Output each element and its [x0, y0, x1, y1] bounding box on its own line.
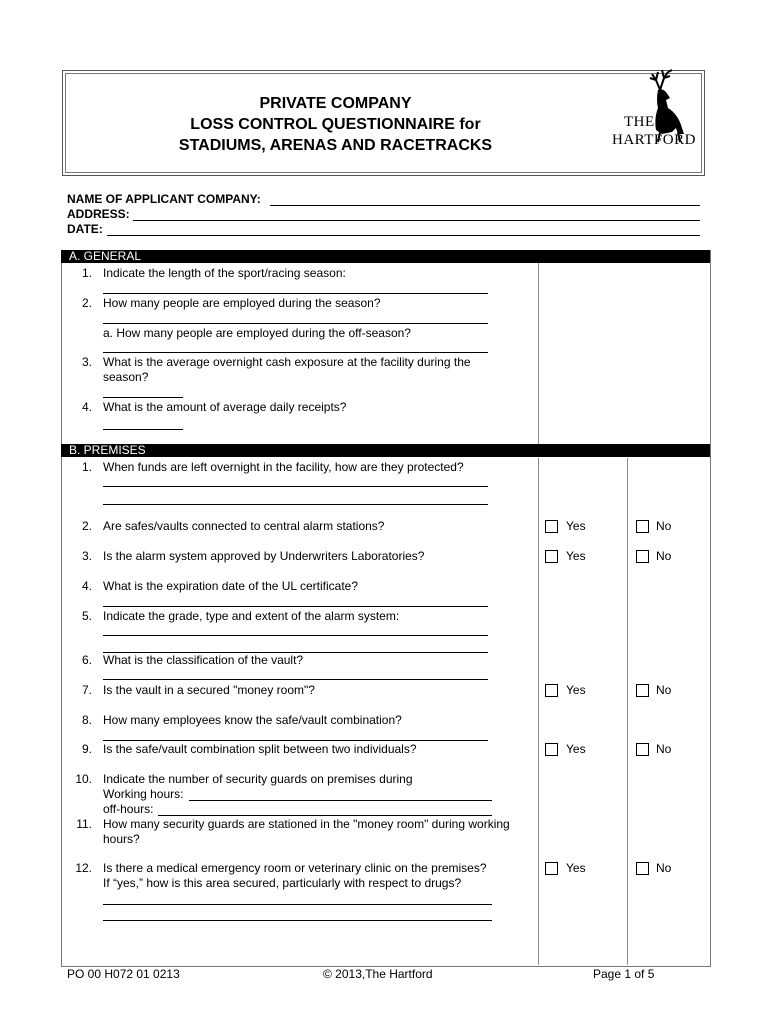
section-b-header — [61, 444, 710, 457]
no-checkbox[interactable] — [636, 520, 649, 533]
logo-name: HARTFORD — [612, 132, 696, 148]
answer-line[interactable] — [103, 397, 183, 398]
question-number: 8. — [81, 713, 92, 727]
answer-line[interactable] — [103, 904, 492, 905]
yes-label: Yes — [566, 519, 586, 533]
no-label: No — [656, 742, 672, 756]
date-label: DATE: — [67, 222, 103, 236]
title-line-2: LOSS CONTROL QUESTIONNAIRE for — [190, 116, 481, 133]
no-label: No — [656, 519, 672, 533]
off-hours-field[interactable] — [158, 815, 492, 816]
question-number: 4. — [81, 579, 92, 593]
question-number: 12. — [75, 861, 92, 875]
answer-line[interactable] — [103, 352, 488, 353]
answer-line[interactable] — [103, 504, 488, 505]
section-a-title: A. GENERAL — [69, 249, 142, 263]
question-number: 3. — [81, 355, 92, 369]
question-number: 11. — [76, 817, 92, 831]
question-number: 2. — [81, 519, 92, 533]
question-text: What is the classification of the vault? — [103, 653, 304, 667]
yes-label: Yes — [566, 549, 586, 563]
answer-line[interactable] — [103, 920, 492, 921]
question-text-cont: hours? — [103, 832, 140, 846]
working-hours-field[interactable] — [189, 800, 492, 801]
question-text-cont: season? — [103, 370, 149, 384]
title-line-1: PRIVATE COMPANY — [259, 95, 412, 112]
no-label: No — [656, 861, 672, 875]
answer-line[interactable] — [103, 740, 488, 741]
yes-label: Yes — [566, 742, 586, 756]
question-text: a. How many people are employed during the off-season? — [103, 326, 411, 340]
yes-checkbox[interactable] — [545, 743, 558, 756]
applicant-name-label: NAME OF APPLICANT COMPANY: — [67, 192, 261, 206]
no-checkbox[interactable] — [636, 862, 649, 875]
no-label: No — [656, 549, 672, 563]
page-number: Page 1 of 5 — [593, 967, 655, 981]
yes-checkbox[interactable] — [545, 862, 558, 875]
column-divider-b1 — [538, 458, 539, 965]
question-number: 1. — [81, 266, 92, 280]
question-number: 6. — [81, 653, 92, 667]
yes-label: Yes — [566, 861, 586, 875]
section-b-title: B. PREMISES — [69, 443, 146, 457]
column-divider-a — [538, 263, 539, 444]
question-text: Are safes/vaults connected to central alarm stations? — [103, 519, 385, 533]
address-field[interactable] — [133, 220, 700, 221]
yes-checkbox[interactable] — [545, 684, 558, 697]
question-number: 7. — [81, 683, 92, 697]
question-text: Indicate the grade, type and extent of the alarm system: — [103, 609, 400, 623]
section-a-header — [61, 250, 710, 263]
question-number: 5. — [81, 609, 92, 623]
logo-the: THE — [624, 114, 655, 130]
question-number: 10. — [75, 772, 92, 786]
answer-line[interactable] — [103, 679, 488, 680]
question-number: 4. — [81, 400, 92, 414]
yes-label: Yes — [566, 683, 586, 697]
form-number: PO 00 H072 01 0213 — [67, 967, 180, 981]
question-text: Indicate the length of the sport/racing season: — [103, 266, 346, 280]
question-number: 1. — [81, 460, 92, 474]
answer-line[interactable] — [103, 606, 488, 607]
address-label: ADDRESS: — [67, 207, 130, 221]
question-text: What is the amount of average daily receipts? — [103, 400, 347, 414]
question-text: What is the expiration date of the UL certificate? — [103, 579, 359, 593]
question-text: How many people are employed during the season? — [103, 296, 381, 310]
yes-checkbox[interactable] — [545, 520, 558, 533]
question-text: When funds are left overnight in the facility, how are they protected? — [103, 460, 464, 474]
question-text: Is there a medical emergency room or veterinary clinic on the premises? — [103, 861, 487, 875]
copyright: © 2013,The Hartford — [323, 967, 433, 981]
question-text: Indicate the number of security guards on premises during — [103, 772, 413, 786]
applicant-name-field[interactable] — [270, 205, 700, 206]
question-text: Is the safe/vault combination split between two individuals? — [103, 742, 417, 756]
column-divider-b2 — [627, 458, 628, 965]
question-text: Is the alarm system approved by Underwriters Laboratories? — [103, 549, 425, 563]
off-hours-label: off-hours: — [103, 802, 154, 816]
question-text: What is the average overnight cash exposure at the facility during the — [103, 355, 471, 369]
no-checkbox[interactable] — [636, 743, 649, 756]
no-checkbox[interactable] — [636, 550, 649, 563]
question-text: Is the vault in a secured "money room"? — [103, 683, 315, 697]
question-number: 9. — [81, 742, 92, 756]
answer-line[interactable] — [103, 635, 488, 636]
question-text-cont: If “yes,” how is this area secured, particularly with respect to drugs? — [103, 876, 462, 890]
working-hours-label: Working hours: — [103, 787, 184, 801]
yes-checkbox[interactable] — [545, 550, 558, 563]
answer-line[interactable] — [103, 323, 488, 324]
question-number: 3. — [81, 549, 92, 563]
question-text: How many security guards are stationed in the "money room" during working — [103, 817, 510, 831]
answer-line[interactable] — [103, 486, 488, 487]
answer-line[interactable] — [103, 429, 183, 430]
header-box — [62, 70, 705, 176]
no-label: No — [656, 683, 672, 697]
question-number: 2. — [81, 296, 92, 310]
date-field[interactable] — [107, 235, 700, 236]
question-text: How many employees know the safe/vault combination? — [103, 713, 402, 727]
title-line-3: STADIUMS, ARENAS AND RACETRACKS — [178, 137, 493, 154]
answer-line[interactable] — [103, 293, 488, 294]
no-checkbox[interactable] — [636, 684, 649, 697]
